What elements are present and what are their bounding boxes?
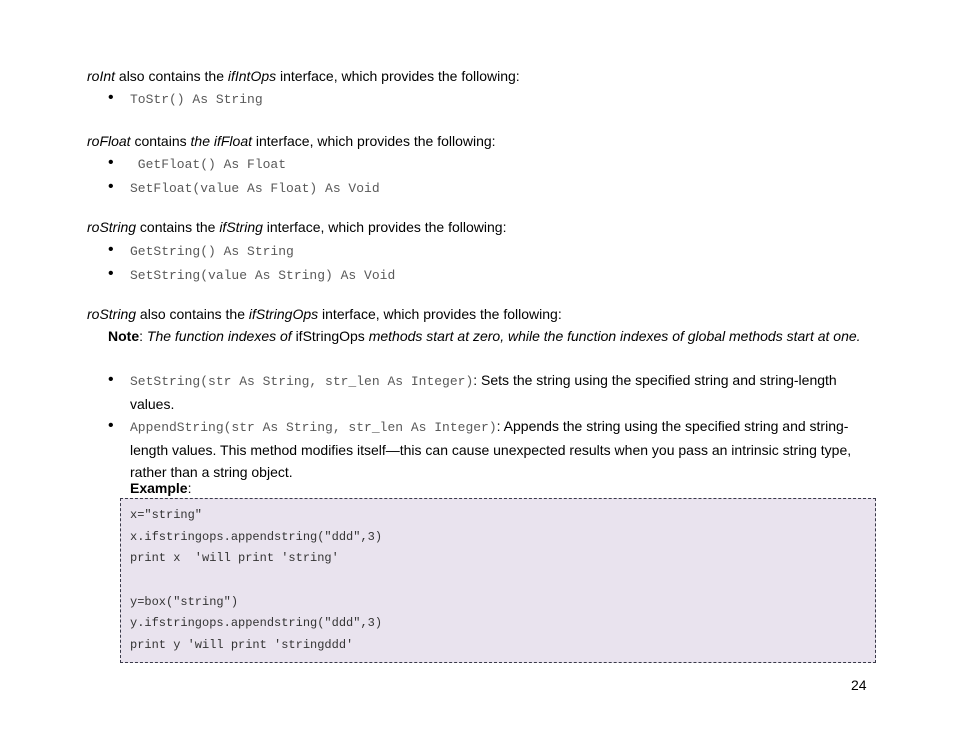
method-signature: GetFloat() As Float (130, 157, 287, 172)
method-description: : Appends the string using the specified string and string-length values. This method modifies itself—this can cause unexpected results when you pass an intrinsic string type, rather than a string object. (130, 418, 852, 480)
method-signature: GetString() As String (130, 244, 294, 259)
method-signature: SetFloat(value As Float) As Void (130, 181, 380, 196)
rostring-intro (87, 216, 506, 238)
interface-name: ifIntOps (227, 68, 277, 84)
example-label-colon: : (187, 480, 192, 496)
method-signature: AppendString(str As String, str_len As Integer) (130, 420, 497, 435)
method-description: : Sets the string using the specified string and string-length values. (130, 372, 837, 412)
intro-text: contains (130, 133, 191, 149)
method-signature: SetString(str As String, str_len As Integer) (130, 374, 474, 389)
intro-text: interface, which provides the following: (262, 219, 507, 235)
interface-name: ifString (219, 219, 263, 235)
note-colon: : (139, 328, 147, 344)
note-interface-name: ifStringOps (295, 328, 365, 344)
note-label: Note (108, 328, 140, 344)
object-name: roInt (87, 68, 116, 84)
roint-method-list (108, 87, 263, 111)
code-line: y=box("string") (130, 594, 239, 609)
list-item (108, 176, 380, 200)
object-name: roString (87, 219, 137, 235)
code-line (130, 570, 875, 592)
rostringops-intro (87, 303, 562, 325)
note-text: methods start at zero, while the function indexes of global methods start at one. (364, 328, 861, 344)
intro-text: interface, which provides the following: (318, 306, 562, 322)
list-item (108, 369, 860, 415)
list-item (108, 263, 395, 287)
object-name: roString (87, 306, 137, 322)
list-item (108, 87, 263, 111)
roint-intro (87, 65, 520, 87)
list-item (108, 239, 395, 263)
method-signature: SetString(value As String) As Void (130, 268, 396, 283)
code-line: y.ifstringops.appendstring("ddd",3) (130, 616, 383, 631)
object-name: roFloat (87, 133, 131, 149)
rofloat-intro (87, 130, 496, 152)
code-line: x="string" (130, 508, 203, 522)
code-line: print y 'will print 'stringddd' (130, 638, 354, 653)
intro-text: interface, which provides the following: (252, 133, 496, 149)
list-item (108, 152, 380, 176)
example-label-text: Example (130, 480, 188, 496)
code-line: x.ifstringops.appendstring("ddd",3) (130, 529, 383, 544)
note (108, 325, 868, 347)
rostring-method-list (108, 239, 395, 287)
interface-name: the ifFloat (190, 133, 252, 149)
list-item (108, 415, 860, 483)
rostringops-method-list (108, 369, 860, 483)
intro-text: also contains the (115, 68, 228, 84)
interface-name: ifStringOps (248, 306, 319, 322)
intro-text: also contains the (136, 306, 249, 322)
page-number: 24 (851, 677, 867, 693)
method-signature: ToStr() As String (130, 92, 263, 107)
example-label (130, 477, 191, 499)
code-line: print x 'will print 'string' (130, 551, 339, 566)
rofloat-method-list (108, 152, 380, 200)
intro-text: contains the (136, 219, 220, 235)
code-example (120, 498, 876, 663)
intro-text: interface, which provides the following: (276, 68, 520, 84)
note-text: The function indexes of (146, 328, 296, 344)
